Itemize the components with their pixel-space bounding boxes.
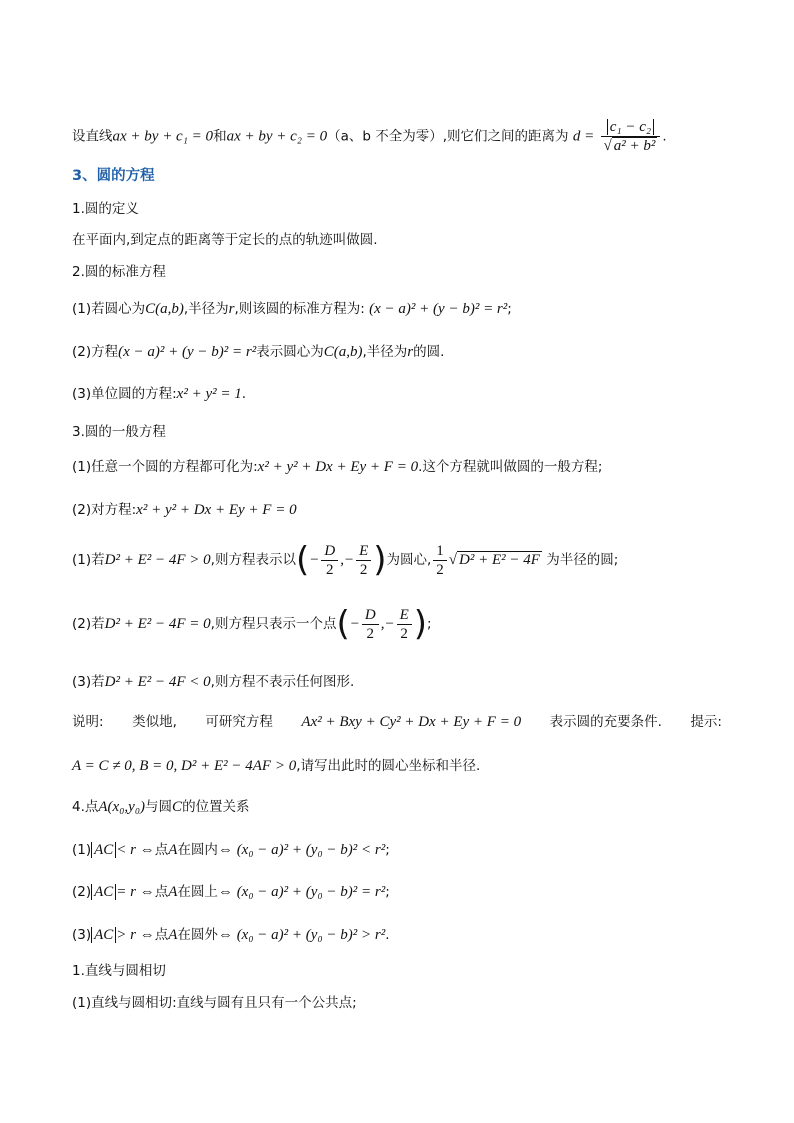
heading-definition: 1.圆的定义 [72,201,139,217]
position-item-1 [72,840,390,860]
math: r [407,344,414,360]
text: ,则方程只表示一个点 [210,616,337,632]
math: C(a,b) [323,344,363,360]
text: .这个方程就叫做圆的一般方程; [418,459,603,475]
den: 2 [326,561,334,578]
math: A [168,884,178,900]
text: 可研究方程 [205,714,273,730]
text: 为圆心, [386,552,432,568]
math: < r ⇔ [116,842,155,858]
text: 表示圆的充要条件. [549,714,662,730]
position-item-3 [72,925,390,945]
heading-general-equation: 3.圆的一般方程 [72,424,166,440]
math: C [172,799,183,815]
fraction [356,542,371,579]
text: ,请写出此时的圆心坐标和半径. [296,758,481,774]
fraction-half [433,542,447,579]
text: (3) [72,927,92,943]
math: x² + y² = 1 [176,386,242,402]
text: 点 [154,927,169,943]
heading-standard-equation: 2.圆的标准方程 [72,264,166,280]
text: 4.点 [72,799,99,815]
definition-text: 在平面内,到定点的距离等于定长的点的轨迹叫做圆. [72,232,378,248]
line-l1-equation: ax + by + c₁ = 0 [112,128,214,145]
math: A = C ≠ 0, B = 0, D² + E² − 4AF > 0 [72,758,297,774]
text: (1) [72,842,92,858]
math: (x − a)² + (y − b)² = r² [369,301,508,317]
num: D [362,606,379,625]
math: (x − a)² + (y − b)² = r² [118,344,257,360]
sqrt-content: D² + E² − 4F [459,552,540,568]
text: (1)任意一个圆的方程都可化为: [72,459,258,475]
math: D² + E² − 4F < 0 [104,674,211,690]
text: 类似地, [132,714,177,730]
den: 2 [436,561,444,578]
distance-symbol: d = [572,128,595,145]
math: x² + y² + Dx + Ey + F = 0 [136,502,297,518]
num: E [397,606,412,625]
text: . [662,128,667,145]
text: （a、b 不全为零）,则它们之间的距离为 [327,128,569,145]
general-equation-item-2 [72,500,297,520]
text: 点 [154,884,169,900]
general-equation-item-1 [72,457,602,477]
math: D² + E² − 4F > 0 [104,552,211,568]
text: (2)对方程: [72,502,137,518]
math: x² + y² + Dx + Ey + F = 0 [257,459,419,475]
text: ; [507,301,512,317]
fraction-numerator: c₁ − c₂ [607,119,654,135]
text: ,则方程不表示任何图形. [210,674,355,690]
den: 2 [400,625,408,642]
math: AC [91,884,116,900]
heading-point-circle-position [72,797,250,817]
den: 2 [359,561,368,578]
tangent-item-1: (1)直线与圆相切:直线与圆有且只有一个公共点; [72,995,357,1011]
text: ,则方程表示以 [210,552,296,568]
fraction [397,606,412,643]
text: 的圆. [413,344,445,360]
text: ,则该圆的标准方程为: [234,301,365,317]
text: (2) [72,884,92,900]
math: ⇔ (x₀ − a)² + (y₀ − b)² < r² [217,842,386,858]
case-1: (1)若D² + E² − 4F > 0,则方程表示以(− $\frac{D}{2}$ ,− $\frac{E}{2}$ )为圆心, $\frac{1}{2}$ √ D² + E² − 4F 为半径的圆; [72,540,619,580]
math: AC [91,927,116,943]
text: 在圆外 [177,927,218,943]
text: 和 [213,128,227,145]
text: (3)单位圆的方程: [72,386,177,402]
text: . [241,386,247,402]
num: E [356,542,371,561]
text: 设直线 [72,128,113,145]
text: ,半径为 [362,344,408,360]
math: A [168,927,178,943]
fraction [321,542,338,579]
fraction-denominator: a² + b² [613,138,656,154]
text: ; [385,842,390,858]
math: > r ⇔ [116,927,155,943]
position-item-2 [72,882,390,902]
text: (2)方程 [72,344,119,360]
math: ⇔ (x₀ − a)² + (y₀ − b)² = r² [217,884,386,900]
math: r [228,301,235,317]
text: (1)若圆心为 [72,301,146,317]
math: A(x₀,y₀) [98,799,146,815]
text: 说明: [72,714,104,730]
math: ⇔ (x₀ − a)² + (y₀ − b)² > r² [217,927,386,943]
fraction [362,606,379,643]
heading-tangent: 1.直线与圆相切 [72,963,166,979]
text: ,半径为 [183,301,229,317]
distance-formula-line [72,118,667,155]
standard-equation-item-3 [72,384,246,404]
note-line-1 [72,712,722,732]
case-3 [72,672,354,692]
text: 为半径的圆; [546,552,619,568]
text: 的位置关系 [182,799,250,815]
text: (1)若 [72,552,105,568]
distance-fraction: $\frac{\text{c₁ − c₂}}{\text{√ a² + b²}}$ [601,118,661,155]
math: C(a,b) [145,301,184,317]
num: 1 [433,542,447,561]
standard-equation-item-2 [72,342,444,362]
text: . [385,927,390,943]
line-l2-equation: ax + by + c₂ = 0 [226,128,328,145]
math: D² + E² − 4F = 0 [104,616,211,632]
note-line-2 [72,756,480,776]
num: D [321,542,338,561]
text: (3)若 [72,674,105,690]
text: 在圆上 [177,884,218,900]
standard-equation-item-1 [72,299,512,319]
text: 点 [154,842,169,858]
text: ; [385,884,390,900]
den: 2 [366,625,375,642]
case-2: (2)若D² + E² − 4F = 0,则方程只表示一个点(− $\frac{D}{2}$ ,− $\frac{E}{2}$ ); [72,604,432,644]
text: 表示圆心为 [256,344,324,360]
text: ; [427,616,432,632]
math: AC [91,842,116,858]
text: 与圆 [145,799,173,815]
text: 在圆内 [177,842,218,858]
text: (2)若 [72,616,105,632]
text: 提示: [690,714,722,730]
math: = r ⇔ [116,884,155,900]
math: Ax² + Bxy + Cy² + Dx + Ey + F = 0 [301,714,522,730]
math: A [168,842,178,858]
section-title-circle-equation: 3、圆的方程 [72,168,155,184]
